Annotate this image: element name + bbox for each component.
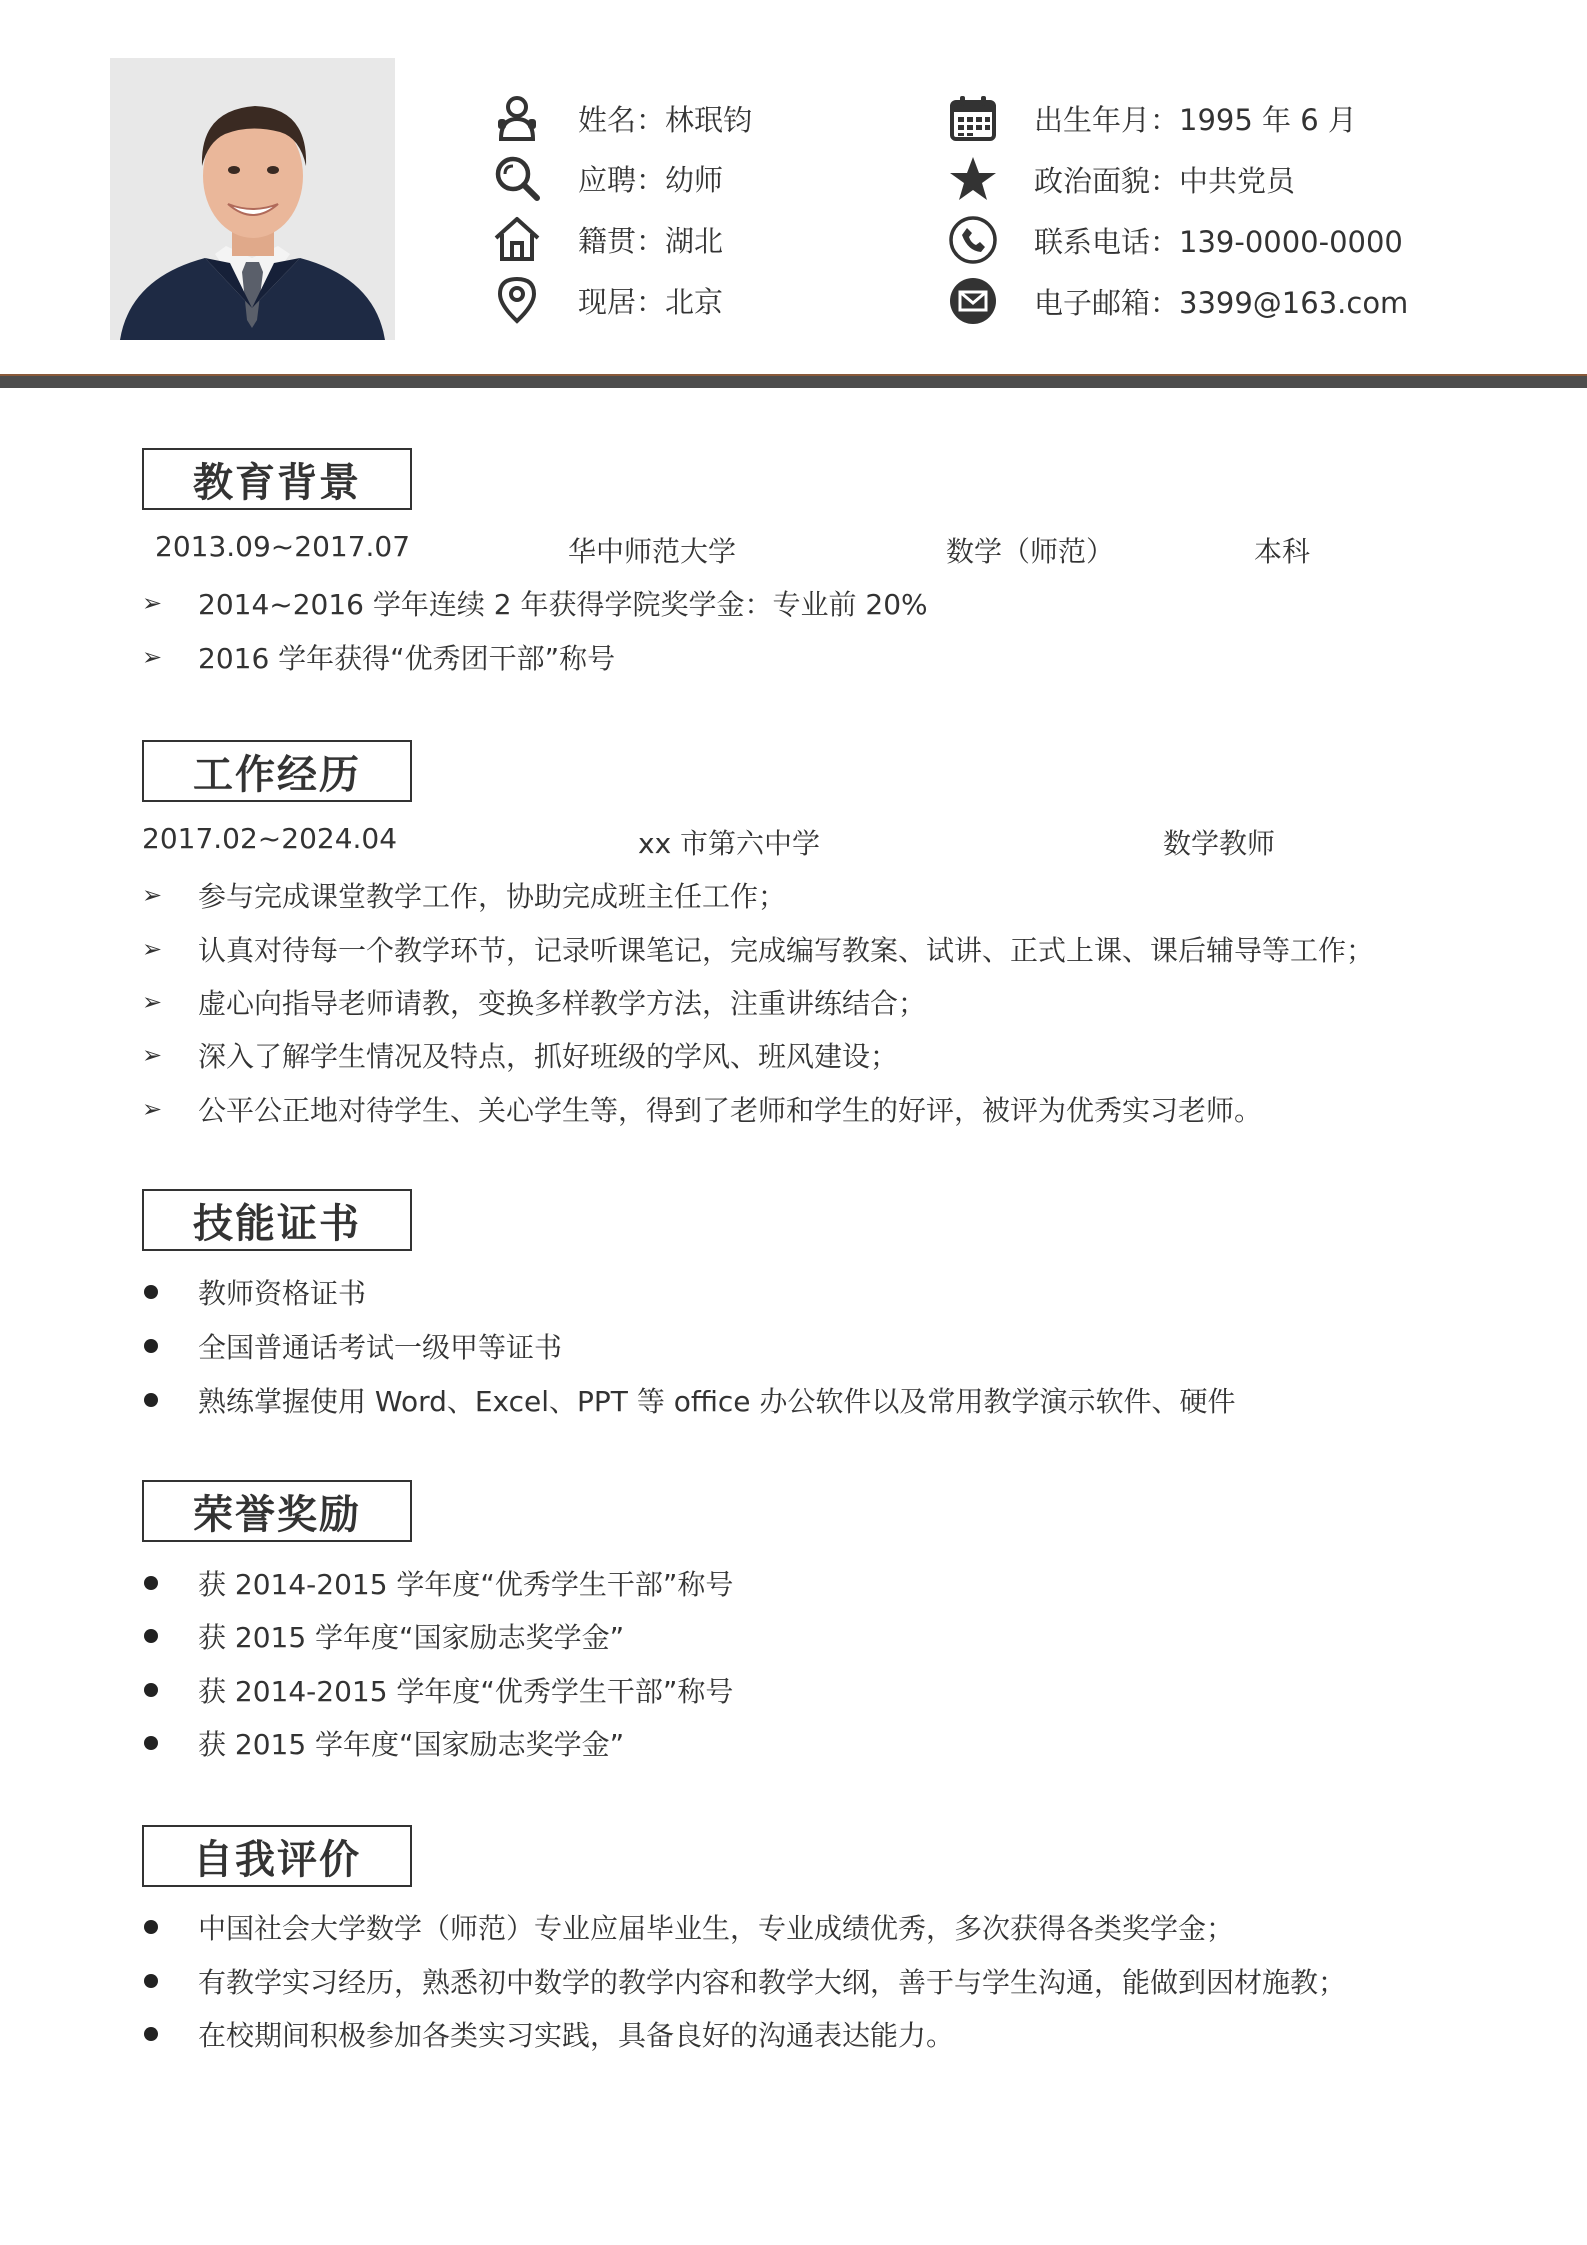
list-item: ➢ 深入了解学生情况及特点，抓好班级的学风、班风建设； xyxy=(142,1040,899,1073)
list-item: ➢ 参与完成课堂教学工作，协助完成班主任工作； xyxy=(142,880,787,913)
phone-icon xyxy=(946,213,1000,267)
info-phone xyxy=(946,215,1403,265)
education-major: 数学（师范） xyxy=(946,535,1115,568)
arrow-bullet-icon: ➢ xyxy=(142,643,163,671)
section-title-self: 自我评价 xyxy=(142,1825,412,1887)
calendar-icon xyxy=(946,91,1000,145)
info-politics xyxy=(946,154,1295,204)
list-item: ➢ 2014~2016 学年连续 2 年获得学院奖学金：专业前 20% xyxy=(142,588,928,621)
location-pin-icon xyxy=(490,273,544,327)
person-icon xyxy=(490,91,544,145)
section-title-work: 工作经历 xyxy=(142,740,412,802)
list-item: 获 2014-2015 学年度“优秀学生干部”称号 xyxy=(142,1670,733,1710)
email-icon xyxy=(946,274,1000,328)
info-phone-text: 联系电话：139-0000-0000 xyxy=(1034,224,1403,259)
list-item: ➢ 虚心向指导老师请教，变换多样教学方法，注重讲练结合； xyxy=(142,987,927,1020)
home-icon xyxy=(490,212,544,266)
education-degree: 本科 xyxy=(1254,535,1311,568)
section-title-skills: 技能证书 xyxy=(142,1189,412,1251)
info-name xyxy=(490,93,752,143)
magnifier-icon xyxy=(490,151,544,205)
info-position-text: 应聘：幼师 xyxy=(578,162,724,197)
arrow-bullet-icon: ➢ xyxy=(142,881,163,909)
list-item: 获 2014-2015 学年度“优秀学生干部”称号 xyxy=(142,1563,733,1603)
bullet-dot-icon xyxy=(144,1285,158,1299)
header-divider xyxy=(0,374,1587,388)
list-item: 获 2015 学年度“国家励志奖学金” xyxy=(142,1723,624,1763)
info-email xyxy=(946,276,1408,326)
bullet-dot-icon xyxy=(144,1974,158,1988)
profile-photo xyxy=(110,58,395,340)
bullet-dot-icon xyxy=(144,1576,158,1590)
info-hometown-text: 籍贯：湖北 xyxy=(578,223,724,258)
info-residence-text: 现居：北京 xyxy=(578,284,724,319)
info-hometown xyxy=(490,214,723,264)
arrow-bullet-icon: ➢ xyxy=(142,1095,163,1123)
arrow-bullet-icon: ➢ xyxy=(142,988,163,1016)
list-item: ➢ 认真对待每一个教学环节，记录听课笔记，完成编写教案、试讲、正式上课、课后辅导等工作； xyxy=(142,934,1375,967)
list-item: 在校期间积极参加各类实习实践，具备良好的沟通表达能力。 xyxy=(142,2014,954,2054)
bullet-dot-icon xyxy=(144,2027,158,2041)
work-period: 2017.02~2024.04 xyxy=(142,822,398,855)
list-item: 教师资格证书 xyxy=(142,1272,366,1312)
section-title-honors: 荣誉奖励 xyxy=(142,1480,412,1542)
list-item: 有教学实习经历，熟悉初中数学的教学内容和教学大纲，善于与学生沟通，能做到因材施教； xyxy=(142,1961,1346,2001)
list-item: ➢ 公平公正地对待学生、关心学生等，得到了老师和学生的好评，被评为优秀实习老师。 xyxy=(142,1094,1263,1127)
info-residence xyxy=(490,275,723,325)
star-icon xyxy=(946,152,1000,206)
bullet-dot-icon xyxy=(144,1339,158,1353)
list-item: 获 2015 学年度“国家励志奖学金” xyxy=(142,1616,624,1656)
info-birth-text: 出生年月：1995 年 6 月 xyxy=(1034,102,1357,137)
info-position xyxy=(490,153,723,203)
work-role: 数学教师 xyxy=(1163,827,1276,860)
info-politics-text: 政治面貌：中共党员 xyxy=(1034,163,1296,198)
arrow-bullet-icon: ➢ xyxy=(142,589,163,617)
education-period: 2013.09~2017.07 xyxy=(155,530,411,563)
bullet-dot-icon xyxy=(144,1393,158,1407)
arrow-bullet-icon: ➢ xyxy=(142,935,163,963)
bullet-dot-icon xyxy=(144,1920,158,1934)
section-title-education: 教育背景 xyxy=(142,448,412,510)
list-item: 中国社会大学数学（师范）专业应届毕业生，专业成绩优秀，多次获得各类奖学金； xyxy=(142,1907,1234,1947)
list-item: 熟练掌握使用 Word、Excel、PPT 等 office 办公软件以及常用教学演示软件、硬件 xyxy=(142,1380,1235,1420)
info-name-text: 姓名：林珉钧 xyxy=(578,102,753,137)
person-portrait-icon xyxy=(110,58,395,340)
work-company: xx 市第六中学 xyxy=(638,827,821,860)
education-school: 华中师范大学 xyxy=(568,535,737,568)
info-email-text: 电子邮箱：3399@163.com xyxy=(1034,285,1409,320)
arrow-bullet-icon: ➢ xyxy=(142,1041,163,1069)
info-birth xyxy=(946,93,1357,143)
bullet-dot-icon xyxy=(144,1683,158,1697)
list-item: 全国普通话考试一级甲等证书 xyxy=(142,1326,562,1366)
bullet-dot-icon xyxy=(144,1736,158,1750)
list-item: ➢ 2016 学年获得“优秀团干部”称号 xyxy=(142,642,616,675)
bullet-dot-icon xyxy=(144,1629,158,1643)
